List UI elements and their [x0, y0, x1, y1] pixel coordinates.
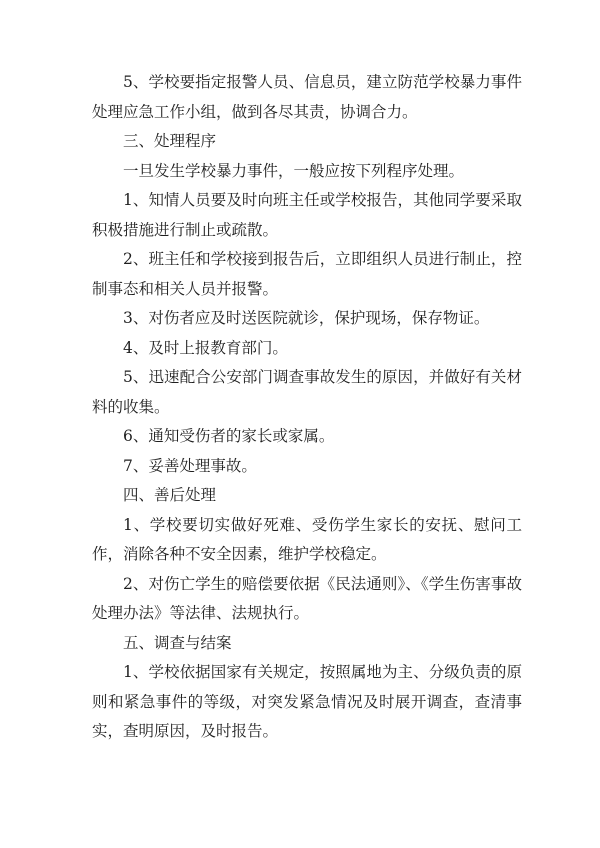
- paragraph-investigation-1: 1、学校依据国家有关规定，按照属地为主、分级负责的原则和紧急事件的等级，对突发紧急情况及时展开调查，查清事实，查明原因，及时报告。: [92, 663, 522, 740]
- paragraph-aftermath-2: 2、对伤亡学生的赔偿要依据《民法通则》、《学生伤害事故处理办法》等法律、法规执行。: [92, 574, 522, 622]
- paragraph-aftermath-1: 1、学校要切实做好死难、受伤学生家长的安抚、慰问工作，消除各种不安全因素，维护学校稳定。: [92, 515, 522, 563]
- section-heading-investigation: 五、调查与结案: [123, 633, 232, 652]
- section-heading-aftermath: 四、善后处理: [123, 486, 217, 504]
- paragraph-step-7: 7、妥善处理事故。: [123, 456, 257, 475]
- paragraph-step-4: 4、及时上报教育部门。: [123, 338, 288, 357]
- paragraph-step-6: 6、通知受伤者的家长或家属。: [123, 427, 335, 445]
- paragraph-step-3: 3、对伤者应及时送医院就诊，保护现场，保存物证。: [123, 309, 490, 327]
- section-heading-procedure: 三、处理程序: [123, 132, 217, 150]
- paragraph-procedure-intro: 一旦发生学校暴力事件，一般应按下列程序处理。: [123, 161, 465, 180]
- document-body: [92, 68, 522, 747]
- paragraph-step-2: 2、班主任和学校接到报告后，立即组织人员进行制止，控制事态和相关人员并报警。: [92, 250, 522, 298]
- paragraph-step-5: 5、迅速配合公安部门调查事故发生的原因，并做好有关材料的收集。: [92, 368, 522, 416]
- paragraph-item-5-designate-staff: 5、学校要指定报警人员、信息员，建立防范学校暴力事件处理应急工作小组，做到各尽其责，协调合力。: [92, 73, 522, 121]
- paragraph-step-1: 1、知情人员要及时向班主任或学校报告，其他同学要采取积极措施进行制止或疏散。: [92, 191, 522, 239]
